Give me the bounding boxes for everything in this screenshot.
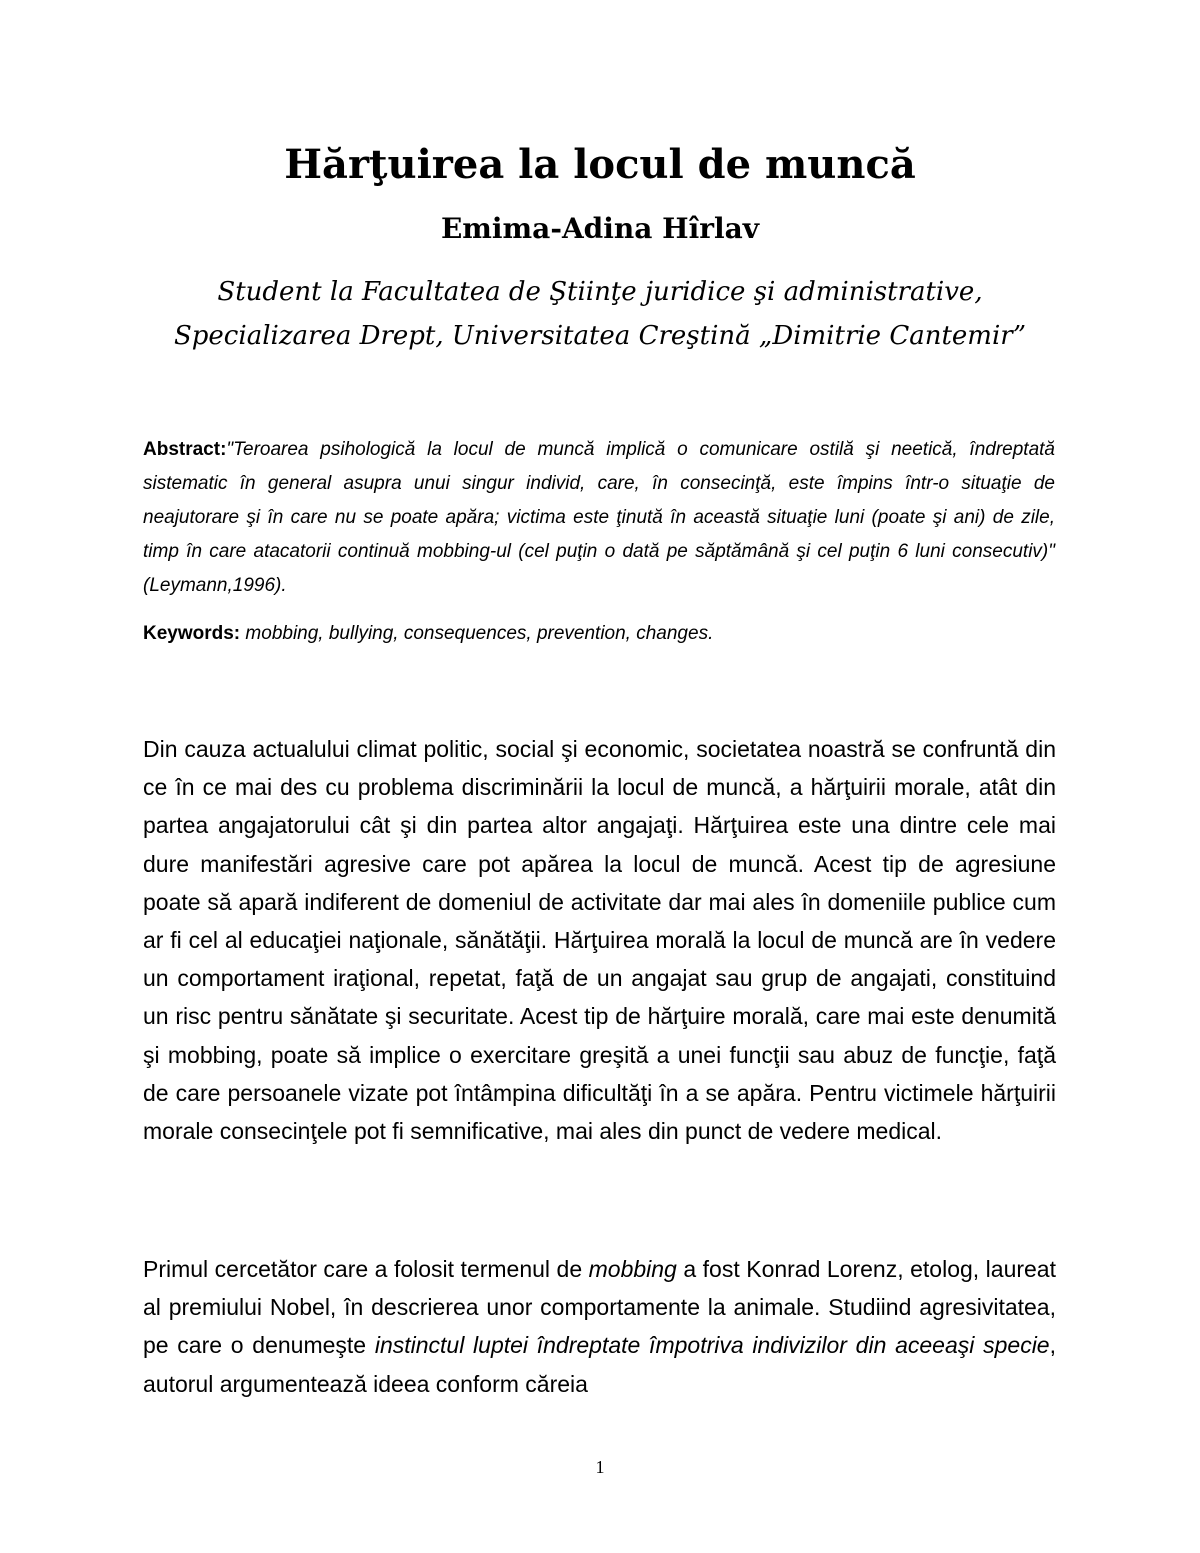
keywords-label: Keywords: (143, 623, 241, 644)
paper-title: Hărţuirea la locul de muncă (284, 141, 916, 188)
paragraph-2-italic-2: instinctul luptei îndreptate împotriva indivizilor din aceeaşi specie (374, 1332, 1050, 1359)
abstract (143, 433, 1055, 603)
page-number: 1 (595, 1457, 605, 1477)
keywords (143, 618, 1055, 650)
abstract-label: Abstract: (143, 439, 227, 460)
paragraph-2-italic-1: mobbing (588, 1256, 677, 1282)
affiliation-line-1: Student la Facultatea de Ştiinţe juridice şi administrative, (217, 277, 983, 307)
body-paragraph-1: Din cauza actualului climat politic, social şi economic, societatea noastră se confruntă din ce în ce mai des cu problema discriminării la locul de muncă, a hărţuirii morale, atât din partea angajatorului cât şi din partea altor angajaţi. Hărţuirea este una dintre cele mai dure manifestări agresive care pot apărea la locul de muncă. Acest tip de agresiune poate să apară indiferent de domeniul de activitate dar mai ales în domeniile publice cum ar fi cel al educaţiei naţionale, sănătăţii. Hărţuirea morală la locul de muncă are în vedere un comportament iraţional, repetat, faţă de un angajat sau grup de angajati, constituind un risc pentru sănătate şi securitate. Acest tip de hărţuire morală, care mai este denumită şi mobbing, poate să implice o exercitare greşită a unei funcţii sau abuz de funcţie, faţă de care persoanele vizate pot întâmpina dificultăţi în a se apăra. Pentru victimele hărţuirii morale consecinţele pot fi semnificative, mai ales din punct de vedere medical. (143, 736, 1056, 1145)
abstract-text: "Teroarea psihologică la locul de muncă implică o comunicare ostilă şi neetică, îndreptată sistematic în general asupra unui singur individ, care, în consecinţă, este împins într-o situaţie de neajutorare şi în care nu se poate apăra; victima este ţinută în această situaţie luni (poate şi ani) de zile, timp în care atacatorii continuă mobbing-ul (cel puţin o dată pe săptămână şi cel puţin 6 luni consecutiv)" (Leymann,1996). (143, 439, 1055, 596)
body-paragraph-2 (143, 1250, 1056, 1403)
keywords-text: mobbing, bullying, consequences, prevention, changes. (245, 623, 714, 644)
paragraph-2-text-1: Primul cercetător care a folosit termenul de (143, 1256, 589, 1282)
paragraph-2-text-2: a fost Konrad Lorenz, etolog, laureat al premiului Nobel, în descrierea unor comportamente la animale. Studiind agresivitatea, pe care o denumeşte (143, 1256, 1056, 1359)
author-name: Emima-Adina Hîrlav (440, 212, 760, 245)
affiliation-line-2: Specializarea Drept, Universitatea Creştină „Dimitrie Cantemir” (173, 321, 1027, 351)
paragraph-2-text-3: , autorul argumentează ideea conform căreia (143, 1332, 1056, 1397)
author-affiliation (0, 270, 1200, 358)
